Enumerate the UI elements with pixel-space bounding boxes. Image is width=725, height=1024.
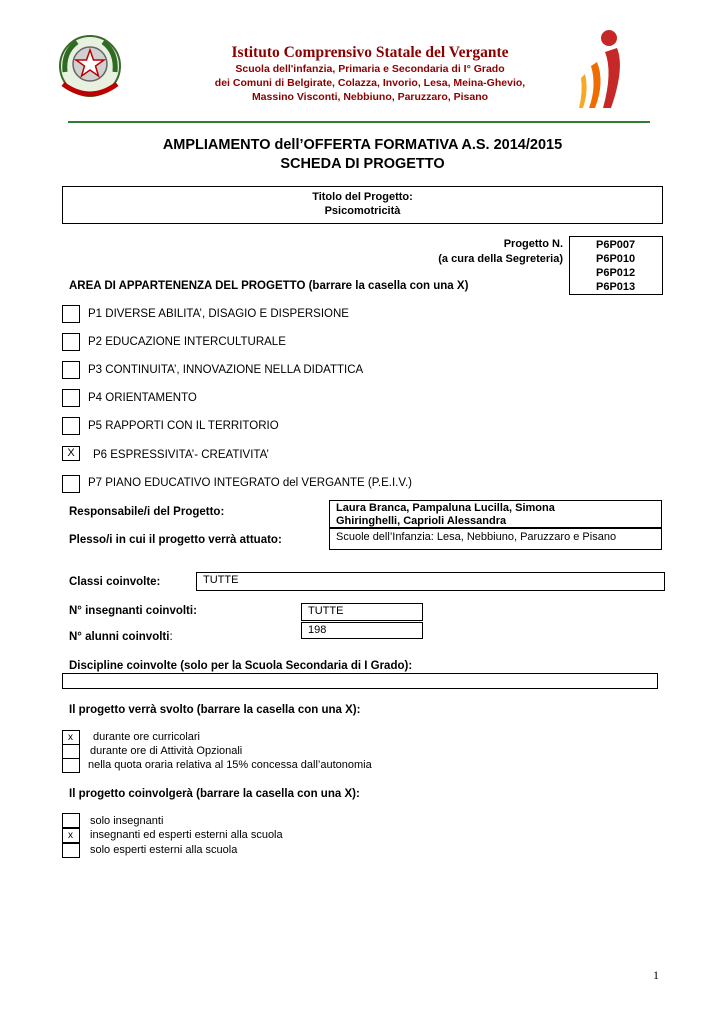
area-checkbox-p4[interactable] [62, 389, 80, 407]
area-option-p4: P4 ORIENTAMENTO [88, 392, 197, 404]
responsabili-line-1: Laura Branca, Pampaluna Lucilla, Simona [336, 502, 555, 514]
responsabili-label: Responsabile/i del Progetto: [69, 506, 225, 518]
area-option-p1: P1 DIVERSE ABILITA’, DISAGIO E DISPERSIONE [88, 308, 349, 320]
svolto-option-curricolari: durante ore curricolari [93, 731, 200, 743]
area-checkbox-p2[interactable] [62, 333, 80, 351]
coinvolgera-checkbox-insegnanti[interactable] [62, 813, 80, 828]
area-option-p3: P3 CONTINUITA’, INNOVAZIONE NELLA DIDATTICA [88, 364, 364, 376]
project-code: P6P012 [596, 267, 636, 279]
project-number-sublabel: (a cura della Segreteria) [438, 253, 563, 265]
coinvolgera-option-misti: insegnanti ed esperti esterni alla scuola [90, 829, 283, 841]
svolto-checkbox-curricolari[interactable]: x [62, 730, 80, 745]
project-number-label [380, 237, 563, 267]
discipline-field[interactable] [62, 673, 658, 689]
insegnanti-label: N° insegnanti coinvolti: [69, 605, 197, 617]
svolto-option-opzionali: durante ore di Attività Opzionali [90, 745, 243, 757]
area-checkbox-p7[interactable] [62, 475, 80, 493]
area-label: AREA DI APPARTENENZA DEL PROGETTO (barrare la casella con una X) [69, 280, 469, 292]
area-option-p7: P7 PIANO EDUCATIVO INTEGRATO del VERGANTE (P.E.I.V.) [88, 477, 412, 489]
project-code: P6P010 [596, 253, 636, 265]
coinvolgera-option-esperti: solo esperti esterni alla scuola [90, 844, 238, 856]
project-code: P6P013 [596, 281, 636, 293]
alunni-label-colon: : [169, 631, 173, 643]
area-option-p5: P5 RAPPORTI CON IL TERRITORIO [88, 420, 279, 432]
title-line-1: AMPLIAMENTO dell’OFFERTA FORMATIVA A.S. 2014/2015 [162, 137, 563, 153]
area-checkbox-p3[interactable] [62, 361, 80, 379]
area-option-p2: P2 EDUCAZIONE INTERCULTURALE [88, 336, 286, 348]
coinvolgera-checkbox-misti[interactable]: x [62, 828, 80, 843]
classi-field[interactable]: TUTTE [196, 572, 665, 591]
plesso-field[interactable]: Scuole dell’Infanzia: Lesa, Nebbiuno, Paruzzaro e Pisano [329, 529, 662, 550]
alunni-field[interactable]: 198 [301, 622, 423, 639]
coinvolgera-checkbox-esperti[interactable] [62, 843, 80, 858]
project-number-text: Progetto N. [503, 238, 563, 250]
school-line-1: Scuola dell'infanzia, Primaria e Secondaria di I° Grado [235, 63, 505, 75]
school-logo-icon [575, 28, 635, 112]
republic-emblem-icon [55, 32, 125, 104]
project-title-label: Titolo del Progetto: [312, 191, 413, 203]
svolto-checkbox-opzionali[interactable] [62, 744, 80, 759]
discipline-label: Discipline coinvolte (solo per la Scuola Secondaria di I Grado): [69, 660, 413, 672]
area-checkbox-p6[interactable]: X [62, 446, 80, 461]
coinvolgera-label: Il progetto coinvolgerà (barrare la casella con una X): [69, 788, 360, 800]
insegnanti-field[interactable]: TUTTE [301, 603, 423, 621]
area-option-p6: P6 ESPRESSIVITA’- CREATIVITA’ [93, 449, 269, 461]
coinvolgera-option-insegnanti: solo insegnanti [90, 815, 164, 827]
svolto-option-autonomia: nella quota oraria relativa al 15% concessa dall’autonomia [88, 759, 372, 771]
alunni-label [69, 631, 173, 643]
school-name: Istituto Comprensivo Statale del Vergante [231, 44, 509, 61]
area-checkbox-p5[interactable] [62, 417, 80, 435]
plesso-label: Plesso/i in cui il progetto verrà attuato: [69, 534, 282, 546]
page-number: 1 [653, 968, 659, 982]
school-header [170, 44, 570, 104]
svolto-checkbox-autonomia[interactable] [62, 758, 80, 773]
svolto-label: Il progetto verrà svolto (barrare la casella con una X): [69, 704, 361, 716]
title-line-2: SCHEDA DI PROGETTO [280, 156, 445, 172]
responsabili-line-2: Ghiringhelli, Caprioli Alessandra [336, 515, 507, 527]
school-line-2: dei Comuni di Belgirate, Colazza, Invorio, Lesa, Meina-Ghevio, [214, 77, 526, 89]
header-divider [68, 121, 650, 123]
project-title-box[interactable] [62, 186, 663, 224]
school-line-3: Massino Visconti, Nebbiuno, Paruzzaro, Pisano [251, 91, 489, 103]
alunni-label-text: N° alunni coinvolti [69, 631, 170, 643]
project-title-value: Psicomotricità [324, 205, 401, 217]
classi-label: Classi coinvolte: [69, 576, 161, 588]
page-title [90, 136, 635, 174]
responsabili-field[interactable] [329, 500, 662, 529]
area-checkbox-p1[interactable] [62, 305, 80, 323]
project-code: P6P007 [596, 239, 636, 251]
project-codes-box[interactable] [569, 236, 663, 295]
